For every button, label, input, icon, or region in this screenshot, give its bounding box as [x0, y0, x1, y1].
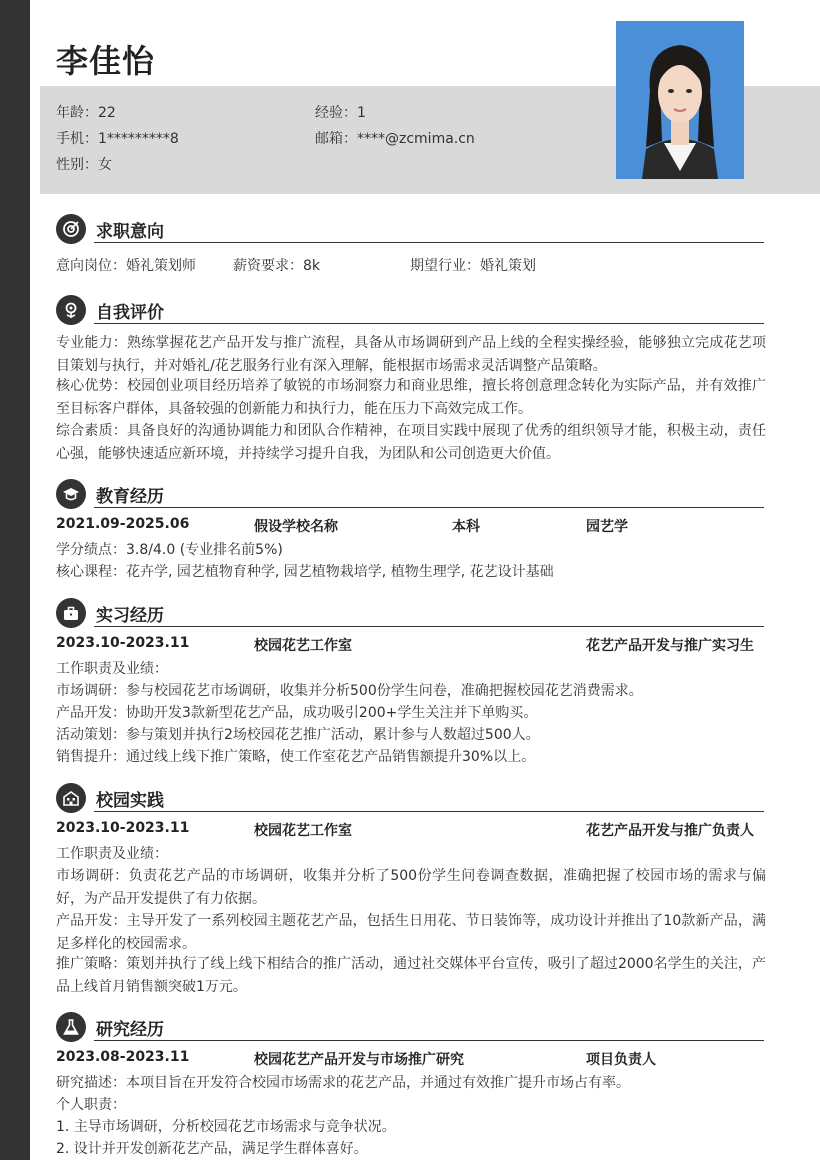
left-accent-bar — [0, 0, 30, 1160]
intent-industry: 期望行业：婚礼策划 — [410, 258, 536, 274]
internship-org: 校园花艺工作室 — [254, 638, 352, 654]
section-research — [56, 1012, 764, 1044]
section-title: 校园实践 — [96, 791, 164, 811]
target-icon — [56, 214, 86, 244]
internship-line: 销售提升：通过线上线下推广策略，使工作室花艺产品销售额提升30%以上。 — [56, 749, 536, 765]
education-school: 假设学校名称 — [254, 519, 338, 535]
section-divider — [94, 1040, 764, 1041]
internship-line: 市场调研：参与校园花艺市场调研，收集并分析500份学生问卷，准确把握校园花艺消费需求。 — [56, 683, 643, 699]
section-title: 教育经历 — [96, 487, 164, 507]
profile-photo — [616, 21, 744, 179]
research-project: 校园花艺产品开发与市场推广研究 — [254, 1052, 464, 1068]
research-line: 研究描述：本项目旨在开发符合校园市场需求的花艺产品，并通过有效推广提升市场占有率。 — [56, 1075, 630, 1091]
self-eval-strength: 核心优势：校园创业项目经历培养了敏锐的市场洞察力和商业思维，擅长将创意理念转化为实际产品，并有效推广至目标客户群体，具备较强的创新能力和执行力，能在压力下高效完成工作。 — [56, 378, 766, 417]
section-title: 研究经历 — [96, 1020, 164, 1040]
section-divider — [94, 323, 764, 324]
section-self-evaluation — [56, 295, 764, 327]
internship-role: 花艺产品开发与推广实习生 — [586, 638, 754, 654]
section-divider — [94, 811, 764, 812]
section-campus-practice — [56, 783, 764, 815]
campus-line: 推广策略：策划并执行了线上线下相结合的推广活动，通过社交媒体平台宣传，吸引了超过2000名学生的关注，产品上线首月销售额突破1万元。 — [56, 956, 766, 995]
section-divider — [94, 507, 764, 508]
education-major: 园艺学 — [586, 519, 628, 535]
campus-role: 花艺产品开发与推广负责人 — [586, 823, 754, 839]
research-line: 2. 设计并开发创新花艺产品，满足学生群体喜好。 — [56, 1141, 368, 1157]
phone-field: 手机：1*********8 — [56, 131, 179, 147]
internship-entry-header — [56, 635, 766, 657]
self-eval-overall: 综合素质：具备良好的沟通协调能力和团队合作精神，在项目实践中展现了优秀的组织领导才能，积极主动，责任心强，能够快速适应新环境，并持续学习提升自我，为团队和公司创造更大价值。 — [56, 423, 766, 462]
education-gpa: 学分绩点：3.8/4.0 (专业排名前5%) — [56, 542, 283, 558]
flower-icon — [56, 295, 86, 325]
intent-salary: 薪资要求：8k — [233, 258, 321, 274]
campus-entry-header — [56, 820, 766, 842]
education-entry-header — [56, 516, 766, 538]
section-title: 自我评价 — [96, 303, 164, 323]
research-entry-header — [56, 1049, 766, 1071]
internship-line: 产品开发：协助开发3款新型花艺产品，成功吸引200+学生关注并下单购买。 — [56, 705, 538, 721]
graduation-cap-icon — [56, 479, 86, 509]
campus-line: 工作职责及业绩： — [56, 846, 168, 862]
campus-line: 市场调研：负责花艺产品的市场调研，收集并分析了500份学生问卷调查数据，准确把握了校园市场的需求与偏好，为产品开发提供了有力依据。 — [56, 868, 766, 907]
self-eval-professional: 专业能力：熟练掌握花艺产品开发与推广流程，具备从市场调研到产品上线的全程实操经验，能够独立完成花艺项目策划与执行，并对婚礼/花艺服务行业有深入理解，能根据市场需求灵活调整产品策略。 — [56, 335, 766, 374]
age-field: 年龄：22 — [56, 105, 116, 121]
email-field: 邮箱：****@zcmima.cn — [315, 131, 475, 147]
candidate-name: 李佳怡 — [56, 42, 156, 80]
campus-line: 产品开发：主导开发了一系列校园主题花艺产品，包括生日用花、节日装饰等，成功设计并推出了10款新产品，满足多样化的校园需求。 — [56, 913, 766, 952]
education-degree: 本科 — [452, 519, 480, 535]
research-period: 2023.08-2023.11 — [56, 1049, 190, 1065]
section-title: 实习经历 — [96, 606, 164, 626]
gender-field: 性别：女 — [56, 157, 112, 173]
flask-icon — [56, 1012, 86, 1042]
research-role: 项目负责人 — [586, 1052, 656, 1068]
section-divider — [94, 626, 764, 627]
intent-position: 意向岗位：婚礼策划师 — [56, 258, 196, 274]
research-line: 1. 主导市场调研，分析校园花艺市场需求与竞争状况。 — [56, 1119, 396, 1135]
education-period: 2021.09-2025.06 — [56, 516, 190, 532]
research-line: 个人职责： — [56, 1097, 126, 1113]
section-job-intent — [56, 214, 764, 246]
campus-org: 校园花艺工作室 — [254, 823, 352, 839]
briefcase-icon — [56, 598, 86, 628]
section-divider — [94, 242, 764, 243]
internship-line: 活动策划：参与策划并执行2场校园花艺推广活动，累计参与人数超过500人。 — [56, 727, 540, 743]
education-courses: 核心课程：花卉学, 园艺植物育种学, 园艺植物栽培学, 植物生理学, 花艺设计基础 — [56, 564, 554, 580]
campus-period: 2023.10-2023.11 — [56, 820, 190, 836]
building-icon — [56, 783, 86, 813]
section-education — [56, 479, 764, 511]
internship-line: 工作职责及业绩： — [56, 661, 168, 677]
section-title: 求职意向 — [96, 222, 164, 242]
section-internship — [56, 598, 764, 630]
internship-period: 2023.10-2023.11 — [56, 635, 190, 651]
experience-field: 经验：1 — [315, 105, 366, 121]
